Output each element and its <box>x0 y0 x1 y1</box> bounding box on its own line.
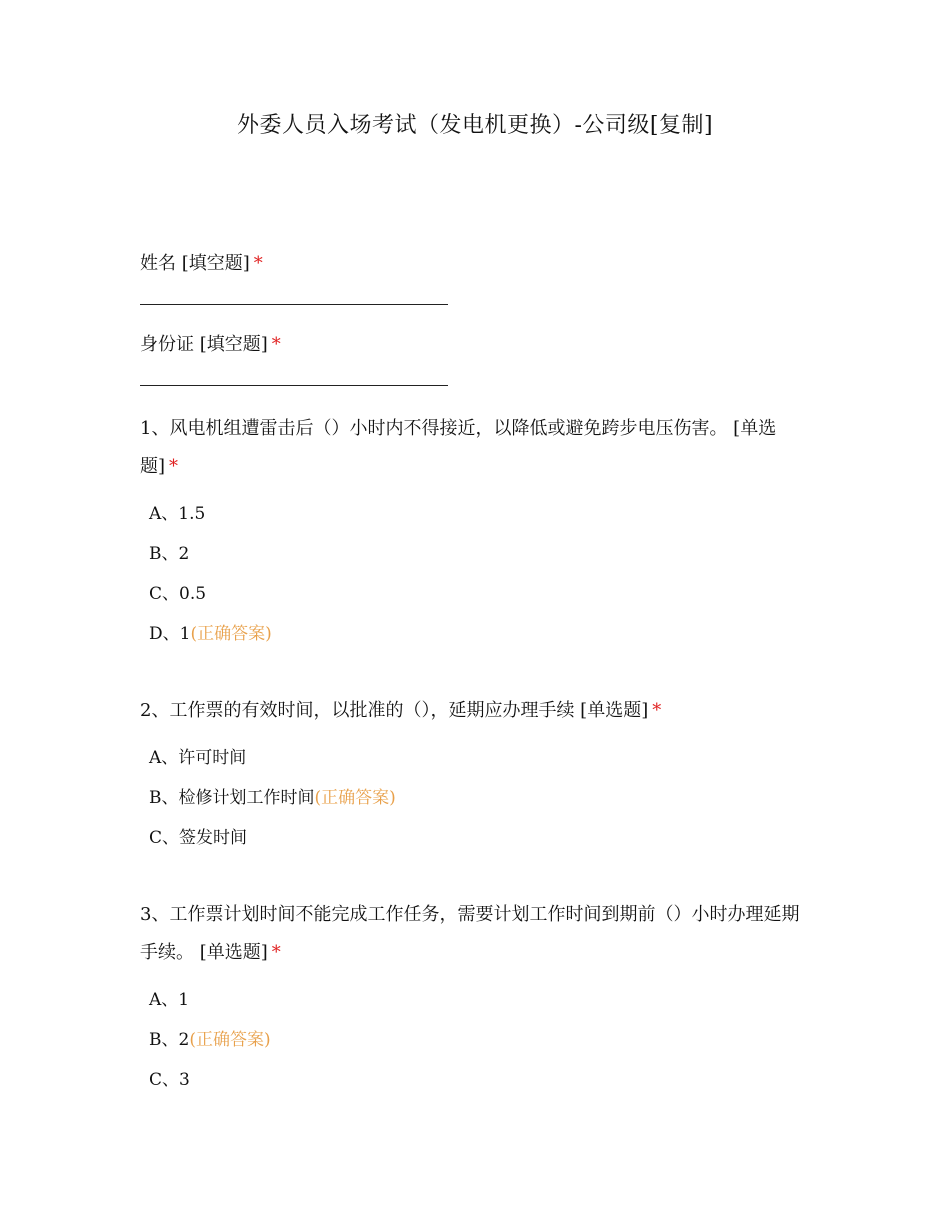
name-field <box>140 248 810 305</box>
correct-answer-tag: (正确答案) <box>190 624 272 644</box>
option-text: A、1 <box>149 990 190 1010</box>
option-text: B、2 <box>149 1030 190 1050</box>
page-title: 外委人员入场考试（发电机更换）-公司级[复制] <box>236 113 714 138</box>
required-mark: * <box>652 700 662 721</box>
required-mark: * <box>271 942 281 963</box>
name-field-label <box>140 248 810 280</box>
question-1-text: 1、风电机组遭雷击后（）小时内不得接近，以降低或避免跨步电压伤害。 [单选题] <box>140 418 777 477</box>
survey-body <box>140 248 810 1100</box>
question-2 <box>140 692 810 858</box>
option-c[interactable] <box>140 1060 810 1100</box>
option-c[interactable] <box>140 818 810 858</box>
option-b[interactable] <box>140 1020 810 1060</box>
question-2-options <box>140 738 810 858</box>
required-mark: * <box>169 456 179 477</box>
question-text <box>140 896 810 972</box>
question-2-text: 2、工作票的有效时间，以批准的（），延期应办理手续 [单选题] <box>140 700 649 721</box>
option-text: A、1.5 <box>149 504 206 524</box>
question-text <box>140 692 810 730</box>
name-blank-line[interactable] <box>140 304 448 305</box>
question-1-options <box>140 494 810 654</box>
option-text: C、签发时间 <box>149 828 248 848</box>
required-mark: * <box>253 253 263 274</box>
option-b[interactable] <box>140 778 810 818</box>
id-card-blank-line[interactable] <box>140 385 448 386</box>
option-a[interactable] <box>140 494 810 534</box>
required-mark: * <box>271 334 281 355</box>
id-card-field-label <box>140 329 810 361</box>
question-1 <box>140 410 810 654</box>
question-3-text: 3、工作票计划时间不能完成工作任务，需要计划工作时间到期前（）小时办理延期手续。 [单选题] <box>140 904 800 963</box>
option-text: C、3 <box>149 1070 190 1090</box>
question-text <box>140 410 810 486</box>
spacer <box>140 858 810 896</box>
option-text: A、许可时间 <box>149 748 247 768</box>
option-d[interactable] <box>140 614 810 654</box>
option-text: B、2 <box>149 544 190 564</box>
correct-answer-tag: (正确答案) <box>189 1030 271 1050</box>
question-3-options <box>140 980 810 1100</box>
option-a[interactable] <box>140 738 810 778</box>
id-card-field <box>140 329 810 386</box>
correct-answer-tag: (正确答案) <box>314 788 396 808</box>
id-card-label-text: 身份证 [填空题] <box>140 334 268 355</box>
option-c[interactable] <box>140 574 810 614</box>
question-3 <box>140 896 810 1100</box>
option-text: B、检修计划工作时间 <box>149 788 315 808</box>
spacer <box>140 654 810 692</box>
option-text: D、1 <box>149 624 191 644</box>
option-a[interactable] <box>140 980 810 1020</box>
option-b[interactable] <box>140 534 810 574</box>
name-label-text: 姓名 [填空题] <box>140 253 250 274</box>
option-text: C、0.5 <box>149 584 207 604</box>
